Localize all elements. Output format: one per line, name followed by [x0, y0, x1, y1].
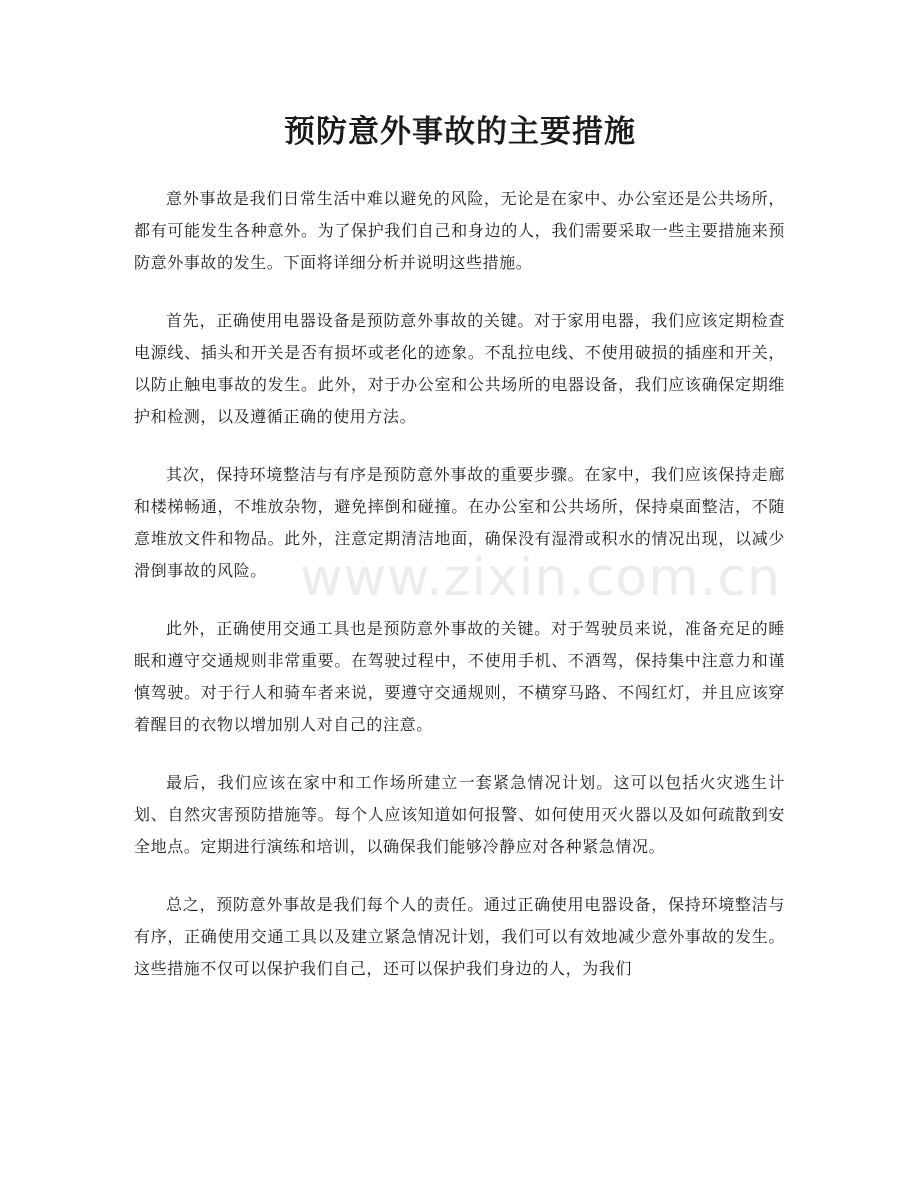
paragraph-conclusion: 总之，预防意外事故是我们每个人的责任。通过正确使用电器设备，保持环境整洁与有序，正确使用交通工具以及建立紧急情况计划，我们可以有效地减少意外事故的发生。这些措施不仅可以保护我们自己，还可以保护我们身边的人，为我们	[134, 895, 785, 978]
paragraph-electrical: 首先，正确使用电器设备是预防意外事故的关键。对于家用电器，我们应该定期检查电源线、插头和开关是否有损坏或老化的迹象。不乱拉电线、不使用破损的插座和开关，以防止触电事故的发生。此外，对于办公室和公共场所的电器设备，我们应该确保定期维护和检测，以及遵循正确的使用方法。	[134, 311, 785, 426]
document-title: 预防意外事故的主要措施	[284, 114, 636, 150]
paragraph-intro: 意外事故是我们日常生活中难以避免的风险，无论是在家中、办公室还是公共场所，都有可能发生各种意外。为了保护我们自己和身边的人，我们需要采取一些主要措施来预防意外事故的发生。下面将详细分析并说明这些措施。	[134, 189, 785, 272]
paragraph-traffic: 此外，正确使用交通工具也是预防意外事故的关键。对于驾驶员来说，准备充足的睡眠和遵守交通规则非常重要。在驾驶过程中，不使用手机、不酒驾，保持集中注意力和谨慎驾驶。对于行人和骑车者来说，要遵守交通规则，不横穿马路、不闯红灯，并且应该穿着醒目的衣物以增加别人对自己的注意。	[134, 619, 785, 734]
paragraph-emergency: 最后，我们应该在家中和工作场所建立一套紧急情况计划。这可以包括火灾逃生计划、自然灾害预防措施等。每个人应该知道如何报警、如何使用灭火器以及如何疏散到安全地点。定期进行演练和培训，以确保我们能够冷静应对各种紧急情况。	[134, 773, 785, 856]
document-body	[134, 183, 785, 1011]
paragraph-environment: 其次，保持环境整洁与有序是预防意外事故的重要步骤。在家中，我们应该保持走廊和楼梯畅通，不堆放杂物，避免摔倒和碰撞。在办公室和公共场所，保持桌面整洁，不随意堆放文件和物品。此外，注意定期清洁地面，确保没有湿滑或积水的情况出现，以减少滑倒事故的风险。	[134, 465, 785, 580]
watermark: www.zixin.com.cn	[300, 548, 781, 608]
